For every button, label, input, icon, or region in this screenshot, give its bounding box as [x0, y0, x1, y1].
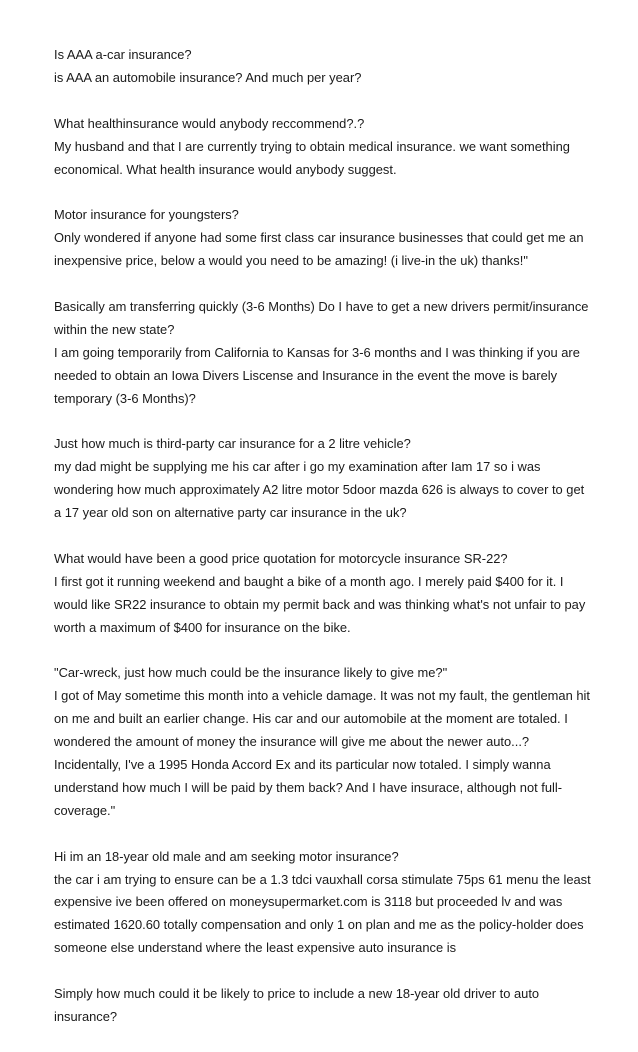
question-text: Just how much is third-party car insurance for a 2 litre vehicle?	[54, 436, 411, 452]
answer-text: the car i am trying to ensure can be a 1.3 tdci vauxhall corsa stimulate 75ps 61 menu the least expensive ive been offered on moneysupermarket.com is 3118 but proceeded lv and was estimated 1620.60 totally compensation and only 1 on plan and me as the policy-holder does someone else understand where the least expensive auto insurance is	[54, 871, 591, 956]
qa-entry-9	[54, 983, 594, 1029]
question-text: "Car-wreck, just how much could be the insurance likely to give me?"	[54, 665, 448, 681]
question-text: What would have been a good price quotation for motorcycle insurance SR-22?	[54, 550, 508, 566]
qa-entry-7	[54, 662, 594, 822]
document-body	[54, 44, 594, 1052]
qa-entry-3	[54, 204, 594, 273]
qa-entry-5	[54, 433, 594, 525]
question-text: Motor insurance for youngsters?	[54, 207, 239, 223]
answer-text: I first got it running weekend and baught a bike of a month ago. I merely paid $400 for it. I would like SR22 insurance to obtain my permit back and was thinking what's not unfair to pay worth a maximum of $400 for insurance on the bike.	[54, 573, 586, 635]
answer-text: I am going temporarily from California to Kansas for 3-6 months and I was thinking if you are needed to obtain an Iowa Divers Liscense and Insurance in the event the move is barely temporary (3-6 Months)?	[54, 344, 580, 406]
qa-entry-1	[54, 44, 594, 90]
answer-text: is AAA an automobile insurance? And much per year?	[54, 69, 362, 85]
question-text: Basically am transferring quickly (3-6 Months) Do I have to get a new drivers permit/insurance within the new state?	[54, 298, 589, 337]
answer-text: Only wondered if anyone had some first class car insurance businesses that could get me an inexpensive price, below a would you need to be amazing! (i live-in the uk) thanks!"	[54, 230, 584, 269]
qa-entry-6	[54, 548, 594, 640]
answer-text: My husband and that I are currently trying to obtain medical insurance. we want something economical. What health insurance would anybody suggest.	[54, 138, 570, 177]
answer-text: my dad might be supplying me his car after i go my examination after Iam 17 so i was wondering how much approximately A2 litre motor 5door mazda 626 is always to cover to get a 17 year old son on alternative party car insurance in the uk?	[54, 459, 585, 521]
qa-entry-4	[54, 296, 594, 411]
question-text: Is AAA a-car insurance?	[54, 47, 192, 62]
question-text: Simply how much could it be likely to price to include a new 18-year old driver to auto insurance?	[54, 986, 540, 1024]
question-text: Hi im an 18-year old male and am seeking motor insurance?	[54, 848, 399, 864]
qa-entry-2	[54, 113, 594, 182]
answer-text: I got of May sometime this month into a vehicle damage. It was not my fault, the gentleman hit on me and built an earlier change. His car and our automobile at the moment are totaled. I wondered the amount of money the insurance will give me about the newer auto...? Incidentally, I've a 1995 Honda Accord Ex and its particular now totaled. I simply wanna understand how much I will be paid by them back? And I have insurace, although not full-coverage."	[54, 688, 590, 818]
question-text: What healthinsurance would anybody reccommend?.?	[54, 115, 365, 131]
